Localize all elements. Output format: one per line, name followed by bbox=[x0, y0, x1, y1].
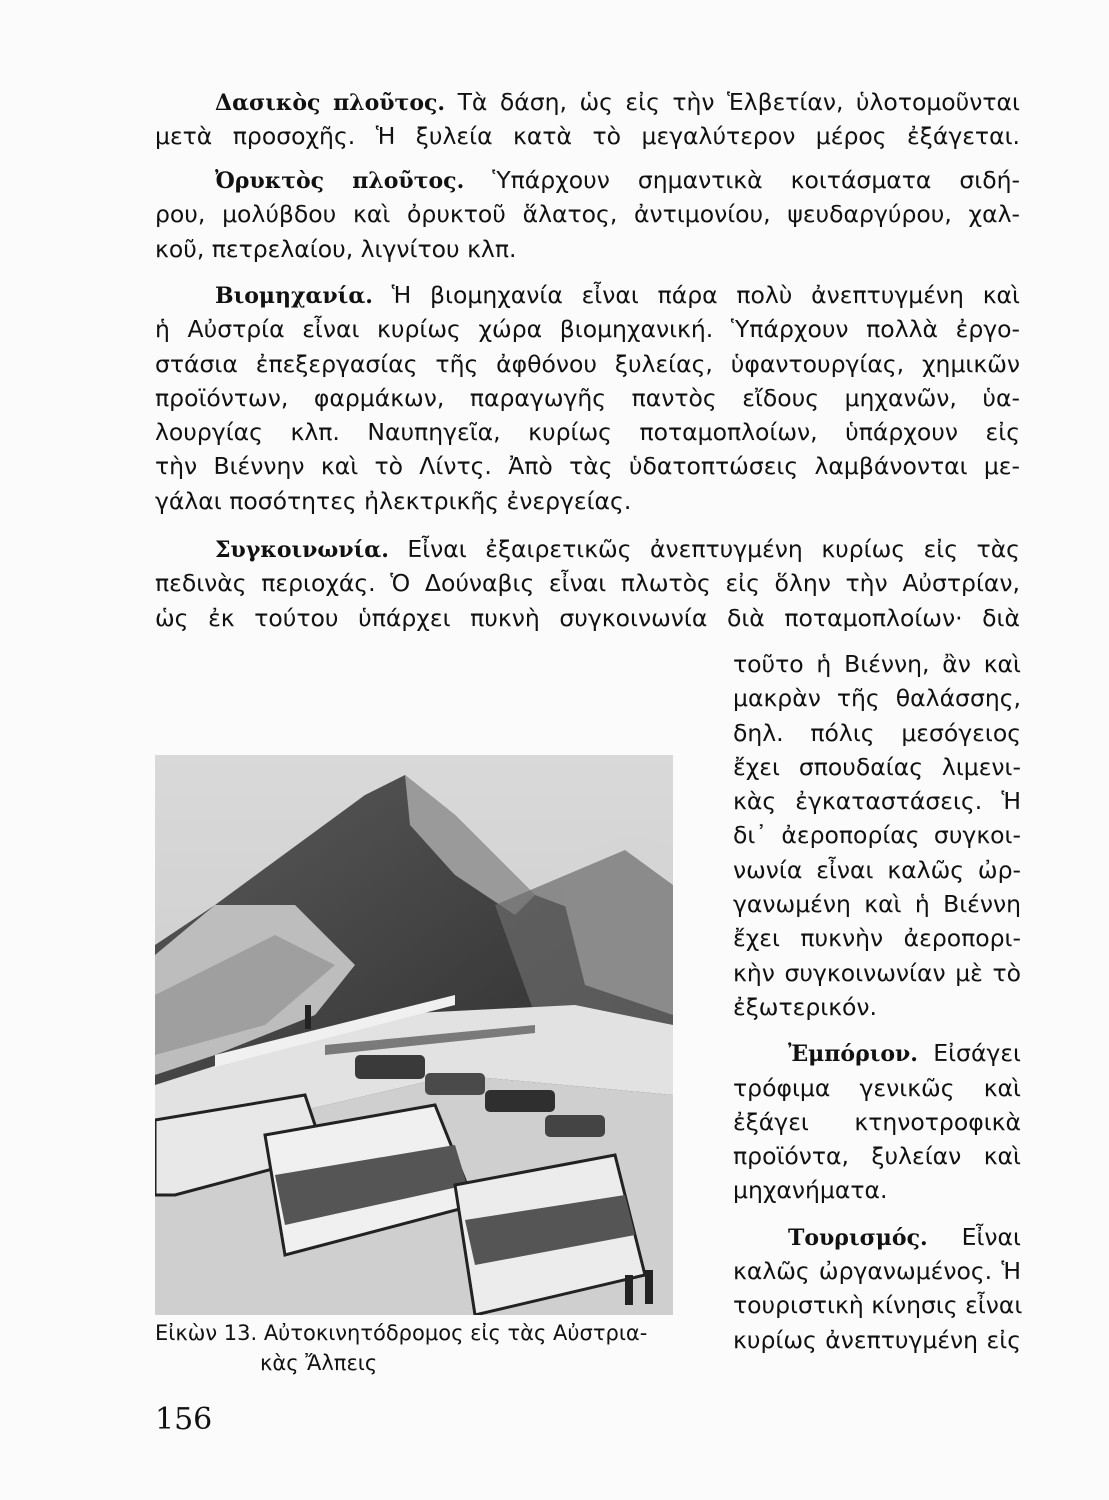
alpine-road-illustration bbox=[155, 755, 673, 1315]
heading-communication: Συγκοινωνία. bbox=[215, 537, 389, 563]
text-line: Εἶναι bbox=[961, 1222, 1021, 1251]
text-line: μηχανήματα. bbox=[733, 1176, 888, 1205]
text-line: τὴν Βιέννην καὶ τὸ Λίντς. Ἀπὸ τὰς ὑδατοπτώσεις λαμβάνονται με- bbox=[155, 452, 1020, 481]
text-line: δηλ. πόλις μεσόγειος bbox=[733, 718, 1021, 747]
text-line: Τὰ δάση, ὡς εἰς τὴν Ἑλβετίαν, ὑλοτομοῦνται bbox=[457, 88, 1020, 116]
text-line: λουργίας κλπ. Ναυπηγεῖα, κυρίως ποταμοπλοίων, ὑπάρχουν εἰς bbox=[155, 418, 1020, 447]
text-line: νωνία εἶναι καλῶς ὠρ- bbox=[733, 855, 1021, 884]
heading-forest-wealth: Δασικὸς πλοῦτος. bbox=[215, 90, 446, 116]
text-line: κὴν συγκοινωνίαν μὲ τὸ bbox=[733, 958, 1021, 987]
text-line: γάλαι ποσότητες ἠλεκτρικῆς ἐνεργείας. bbox=[155, 486, 632, 515]
paragraph-industry bbox=[155, 278, 1020, 518]
figure-caption bbox=[155, 1318, 675, 1378]
text-line: ἔχει σπουδαίας λιμενι- bbox=[733, 752, 1021, 781]
heading-commerce: Ἐμπόριον. bbox=[788, 1041, 918, 1068]
paragraph-communication bbox=[155, 532, 1020, 635]
heading-industry: Βιομηχανία. bbox=[215, 283, 373, 309]
text-line: ὡς ἐκ τούτου ὑπάρχει πυκνὴ συγκοινωνία διὰ ποταμοπλοίων· διὰ bbox=[155, 603, 1020, 632]
text-line: προϊόντα, ξυλείαν καὶ bbox=[733, 1142, 1021, 1171]
heading-mineral-wealth: Ὀρυκτὸς πλοῦτος. bbox=[215, 168, 465, 194]
text-line: μετὰ προσοχῆς. Ἡ ξυλεία κατὰ τὸ μεγαλύτερον μέρος ἐξάγεται. bbox=[155, 122, 1020, 151]
text-line: κυρίως ἀνεπτυγμένη εἰς bbox=[733, 1325, 1021, 1354]
text-line: ἐξωτερικόν. bbox=[733, 992, 878, 1021]
text-line: προϊόντων, φαρμάκων, παραγωγῆς παντὸς εἴδους μηχανῶν, ὑα- bbox=[155, 383, 1020, 412]
right-column-text bbox=[733, 647, 1021, 1357]
text-line: κοῦ, πετρελαίου, λιγνίτου κλπ. bbox=[155, 234, 517, 263]
page-number: 156 bbox=[155, 1402, 213, 1437]
alpine-road-photo bbox=[155, 755, 673, 1315]
paragraph-forest-wealth bbox=[155, 85, 1020, 154]
text-line: κὰς ἐγκαταστάσεις. Ἡ bbox=[733, 787, 1021, 816]
paragraph-mineral-wealth bbox=[155, 163, 1020, 266]
text-line: τοῦτο ἡ Βιέννη, ἂν καὶ bbox=[733, 650, 1021, 678]
text-line: ἔχει πυκνὴν ἀεροπορι- bbox=[733, 924, 1021, 953]
text-line: μακρὰν τῆς θαλάσσης, bbox=[733, 684, 1021, 713]
caption-line: Εἰκὼν 13. Αὐτοκινητόδρομος εἰς τὰς Αὐστρια- bbox=[155, 1321, 648, 1345]
text-line: ἐξάγει κτηνοτροφικὰ bbox=[733, 1107, 1021, 1136]
text-line: γανωμένη καὶ ἡ Βιέννη bbox=[733, 890, 1021, 919]
text-line: δι᾿ ἀεροπορίας συγκοι- bbox=[733, 821, 1021, 850]
text-line: πεδινὰς περιοχάς. Ὁ Δούναβις εἶναι πλωτὸς εἰς ὅλην τὴν Αὐστρίαν, bbox=[155, 569, 1020, 598]
text-line: τρόφιμα γενικῶς καὶ bbox=[733, 1073, 1021, 1102]
heading-tourism: Τουρισμός. bbox=[788, 1224, 928, 1251]
text-line: ἡ Αὐστρία εἶναι κυρίως χώρα βιομηχανική. Ὑπάρχουν πολλὰ ἐργο- bbox=[155, 315, 1020, 344]
text-line: στάσια ἐπεξεργασίας τῆς ἀφθόνου ξυλείας, ὑφαντουργίας, χημικῶν bbox=[155, 349, 1020, 378]
text-line: Ἡ βιομηχανία εἶναι πάρα πολὺ ἀνεπτυγμένη καὶ bbox=[391, 281, 1020, 309]
text-line: καλῶς ὠργανωμένος. Ἡ bbox=[733, 1257, 1021, 1286]
caption-line: κὰς Ἄλπεις bbox=[260, 1351, 378, 1375]
text-line: Ὑπάρχουν σημαντικὰ κοιτάσματα σιδή- bbox=[492, 166, 1020, 194]
text-line: ρου, μολύβδου καὶ ὀρυκτοῦ ἅλατος, ἀντιμονίου, ψευδαργύρου, χαλ- bbox=[155, 200, 1020, 229]
text-line: τουριστικὴ κίνησις εἶναι bbox=[733, 1291, 1023, 1320]
text-line: Εἶναι ἐξαιρετικῶς ἀνεπτυγμένη κυρίως εἰς τὰς bbox=[407, 535, 1020, 563]
text-line: Εἰσάγει bbox=[933, 1039, 1021, 1068]
